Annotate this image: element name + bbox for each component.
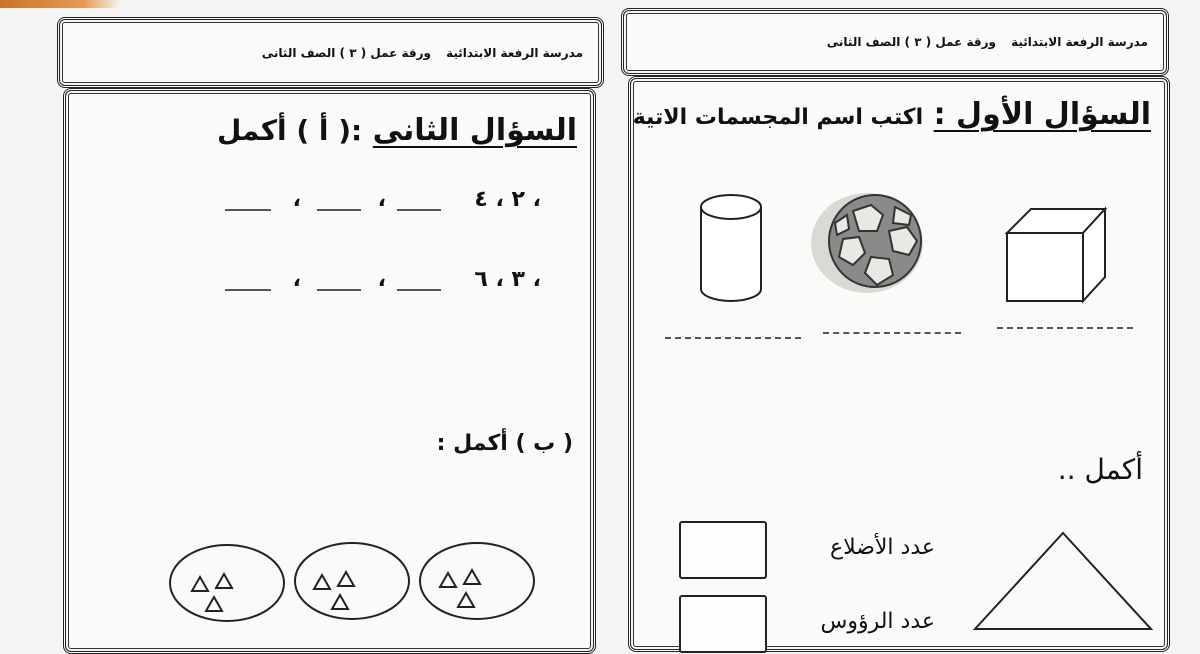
school-name: مدرسة الرفعة الابتدائية [446, 45, 583, 60]
question1-instruction: اكتب اسم المجسمات الاتية [632, 105, 924, 130]
sequence1-start: ٢ ، ٤ ، [474, 187, 541, 212]
question1-title: السؤال الأول : [933, 97, 1151, 132]
sequence1-sep-2: ، [292, 187, 301, 212]
school-name-right: مدرسة الرفعة الابتدائية [1011, 35, 1148, 49]
group-3 [420, 543, 534, 619]
sequence2-start: ٣ ، ٦ ، [474, 267, 541, 292]
sides-answer-box[interactable] [679, 521, 767, 579]
soccer-ball-icon [813, 193, 933, 293]
sequence1-blank-1[interactable] [397, 209, 441, 211]
sequence1-blank-3[interactable] [225, 209, 271, 211]
cube-icon [1001, 203, 1111, 313]
question2-header [217, 113, 577, 148]
question2-part-b: ( ب ) أكمل : [436, 431, 573, 456]
vertices-label: عدد الرؤوس [820, 609, 935, 634]
page-corner-decoration [0, 0, 120, 8]
triangle-icon [971, 529, 1161, 649]
question2-title: السؤال الثانى [372, 113, 577, 148]
right-question-box [628, 76, 1170, 652]
sides-label: عدد الأضلاع [829, 535, 935, 560]
cylinder-icon [697, 189, 767, 309]
question2-part-a: :( أ ) أكمل [216, 114, 363, 147]
left-header-box [57, 17, 604, 88]
complete-label: أكمل .. [1057, 453, 1143, 486]
sequence2-sep-1: ، [377, 267, 386, 292]
group-2 [295, 543, 409, 619]
cylinder-name-blank[interactable] [665, 337, 801, 339]
question1-header [633, 97, 1151, 132]
sequence1-sep-1: ، [377, 187, 386, 212]
vertices-answer-box[interactable] [679, 595, 767, 653]
right-header-box [621, 8, 1169, 76]
sequence2-blank-1[interactable] [397, 289, 441, 291]
sequence2-sep-2: ، [292, 267, 301, 292]
sequence2-blank-3[interactable] [225, 289, 271, 291]
group-1 [170, 545, 284, 621]
ball-name-blank[interactable] [823, 332, 961, 334]
left-question-box [63, 88, 596, 654]
worksheet-title-right: ورقة عمل ( ٣ ) الصف الثانى [826, 35, 996, 49]
worksheet-title: ورقة عمل ( ٣ ) الصف الثانى [261, 45, 431, 60]
cube-name-blank[interactable] [997, 327, 1133, 329]
sequence1-blank-2[interactable] [317, 209, 361, 211]
sequence2-blank-2[interactable] [317, 289, 361, 291]
triangle-groups [168, 539, 568, 629]
